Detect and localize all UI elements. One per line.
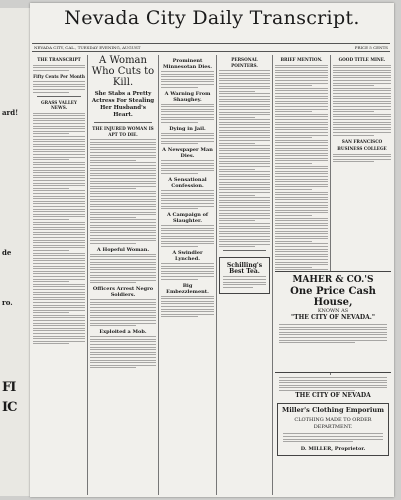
column-head: A Warning From Shaughey. — [164, 90, 211, 103]
maher-subtitle: One Price Cash House, — [290, 286, 376, 308]
lead-headline: A Woman Who Cuts to Kill. — [91, 55, 155, 88]
maher-ad — [275, 271, 391, 373]
maher-footer: THE CITY OF NEVADA — [295, 391, 371, 399]
column-head: Prominent Minnesotan Dies. — [163, 58, 212, 70]
column-head: A Hopeful Woman. — [96, 246, 150, 253]
column-head: Big Embezzlement. — [166, 282, 209, 295]
column-head: THE INJURED WOMAN IS APT TO DIE. — [92, 126, 154, 137]
column-head: BUSINESS COLLEGE — [337, 146, 387, 152]
edge-fragment: IC — [2, 400, 17, 415]
column-3 — [161, 55, 214, 495]
newspaper-page — [30, 3, 394, 497]
lower-ads — [275, 375, 391, 495]
column-rule — [216, 55, 217, 495]
edge-fragment: ard! — [2, 108, 19, 117]
column-rule — [272, 55, 273, 495]
masthead: Nevada City Daily Transcript. — [64, 7, 360, 29]
column-2 — [90, 55, 156, 495]
miller-title: Miller's Clothing Emporium — [282, 406, 384, 415]
column-head: Fifty Cents Per Month — [33, 73, 85, 79]
column-head: SAN FRANCISCO — [341, 138, 383, 144]
column-head: GRASS VALLEY NEWS. — [41, 99, 77, 111]
column-head: PERSONAL POINTERS. — [231, 57, 258, 68]
dateline-right: PRICE 5 CENTS — [354, 45, 388, 50]
ad-headline: Schilling's Best Tea. — [226, 262, 263, 276]
edge-fragment: FI — [2, 380, 16, 395]
maher-known: KNOWN AS — [317, 308, 349, 314]
lead-subhead: She Stabs a Pretty Actress For Stealing Her Husband's Heart. — [91, 91, 155, 118]
column-head: BRIEF MENTION. — [280, 57, 323, 62]
column-1 — [33, 55, 85, 495]
adjacent-page-edge — [0, 8, 31, 496]
edge-fragment: ro. — [2, 298, 13, 307]
maher-title: MAHER & CO.'S — [292, 275, 374, 285]
column-head: A Newspaper Man Dies. — [162, 147, 213, 160]
column-rule — [87, 55, 88, 495]
column-head: A Swindler Lynched. — [172, 249, 203, 262]
maher-city: "THE CITY OF NEVADA." — [291, 314, 375, 321]
dateline-left: NEVADA CITY, CAL., TUESDAY EVENING, AUGUST — [34, 45, 141, 50]
column-head: Exploited a Mob. — [99, 329, 147, 336]
miller-dept: CLOTHING MADE TO ORDER DEPARTMENT. — [294, 417, 372, 430]
column-head: A Campaign of Slaughter. — [166, 212, 209, 225]
edge-fragment: de — [2, 248, 12, 257]
column-head: A Sensational Confession. — [168, 177, 207, 190]
miller-sign: D. MILLER, Proprietor. — [300, 446, 366, 453]
column-rule — [158, 55, 159, 495]
miller-ad — [277, 403, 389, 455]
column-head: Dying in Jail. — [169, 125, 206, 132]
column-head: Officers Arrest Negro Soldiers. — [92, 286, 154, 299]
column-head: THE TRANSCRIPT — [37, 57, 81, 62]
column-head: GOOD TITLE MINE. — [338, 57, 386, 62]
column-4 — [219, 55, 270, 495]
dateline — [32, 43, 390, 52]
schilling-ad — [219, 257, 270, 293]
